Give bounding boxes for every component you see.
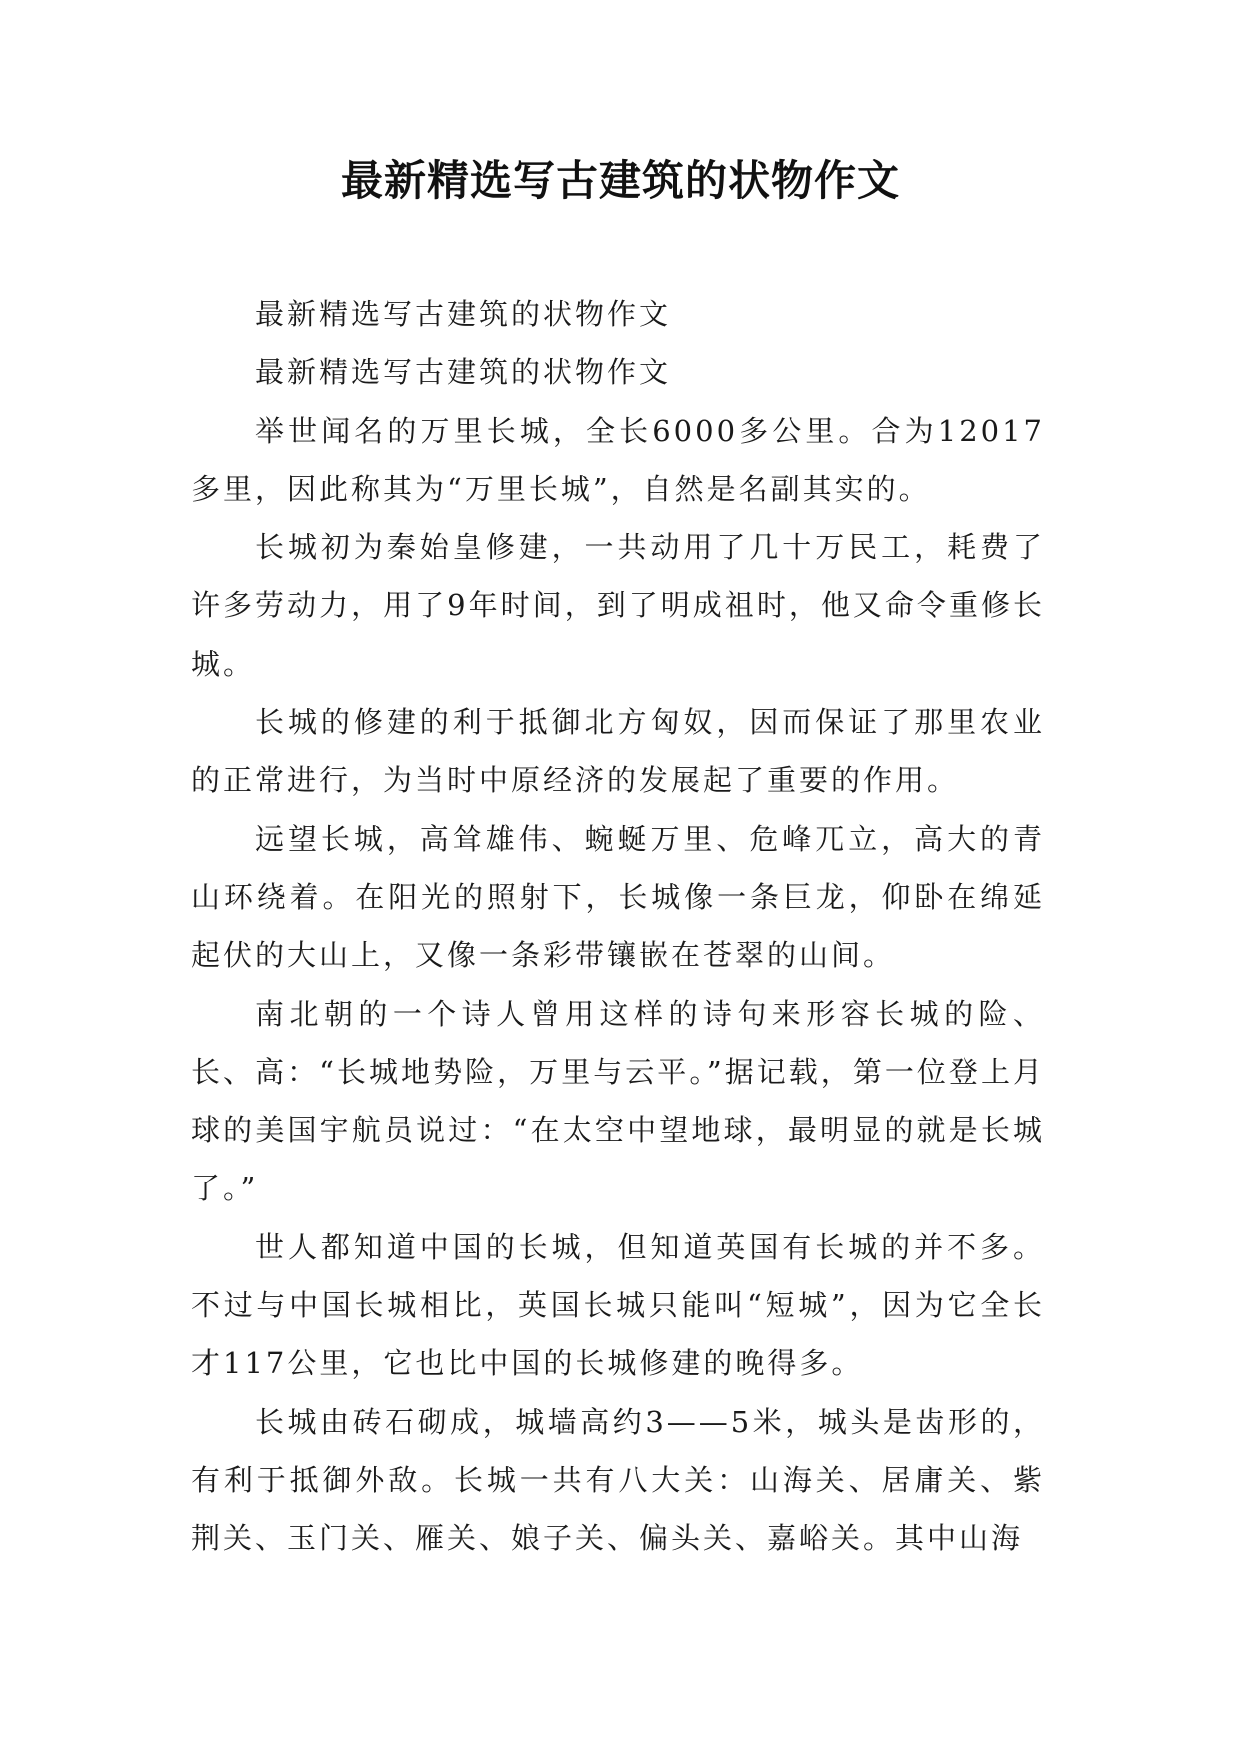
paragraph: 最新精选写古建筑的状物作文 [255,297,672,331]
paragraph: 世人都知道中国的长城，但知道英国有长城的并不多。不过与中国长城相比，英国长城只能叫“短城”，因为它全长才117公里，它也比中国的长城修建的晚得多。 [191,1229,1045,1381]
paragraph: 南北朝的一个诗人曾用这样的诗句来形容长城的险、长、高：“长城地势险，万里与云平。”据记载，第一位登上月球的美国宇航员说过：“在太空中望地球，最明显的就是长城了。” [191,996,1045,1206]
paragraph: 举世闻名的万里长城，全长6000多公里。合为12017多里，因此称其为“万里长城”，自然是名副其实的。 [191,413,1045,506]
paragraph: 最新精选写古建筑的状物作文 [255,355,672,390]
document-body [191,285,1045,1568]
document-title: 最新精选写古建筑的状物作文 [340,156,900,205]
paragraph: 长城初为秦始皇修建，一共动用了几十万民工，耗费了许多劳动力，用了9年时间，到了明成祖时，他又命令重修长城。 [191,530,1045,681]
paragraph: 长城的修建的利于抵御北方匈奴，因而保证了那里农业的正常进行，为当时中原经济的发展起了重要的作用。 [191,705,1045,798]
paragraph: 远望长城，高耸雄伟、蜿蜒万里、危峰兀立，高大的青山环绕着。在阳光的照射下，长城像一条巨龙，仰卧在绵延起伏的大山上，又像一条彩带镶嵌在苍翠的山间。 [191,821,1045,973]
paragraph: 长城由砖石砌成，城墙高约3——5米，城头是齿形的，有利于抵御外敌。长城一共有八大关：山海关、居庸关、紫荆关、玉门关、雁关、娘子关、偏头关、嘉峪关。其中山海 [191,1404,1045,1556]
